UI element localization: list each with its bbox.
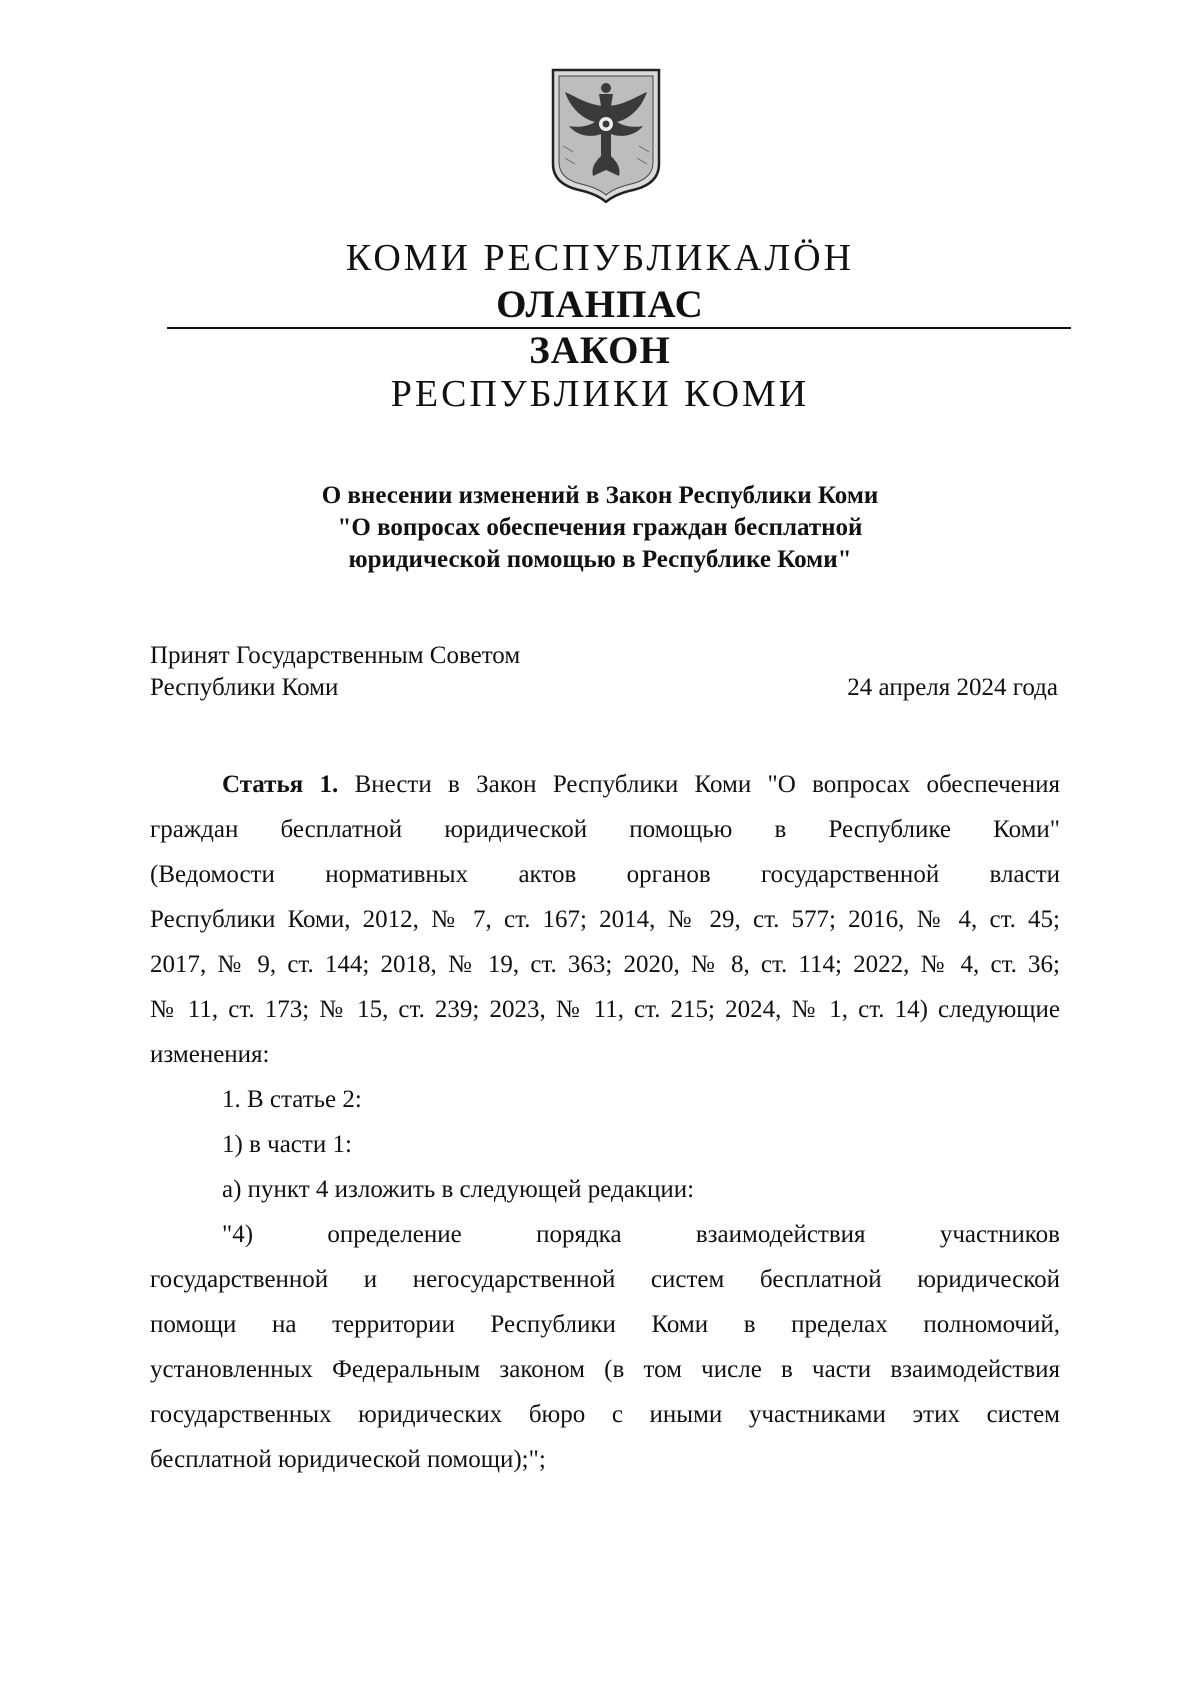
adoption-line: Принят Государственным Советом bbox=[150, 642, 521, 669]
law-heading: ЗАКОН bbox=[529, 329, 671, 372]
adoption-date: 24 апреля 2024 года bbox=[847, 674, 1058, 701]
quote-line: государственных юридических бюро с иными участниками этих систем bbox=[150, 1401, 1060, 1428]
republic-title: РЕСПУБЛИКИ КОМИ bbox=[390, 373, 810, 415]
article-line: (Ведомости нормативных актов органов государственной власти bbox=[150, 861, 1060, 888]
subitem-a: а) пункт 4 изложить в следующей редакции: bbox=[222, 1176, 695, 1203]
subitem-1: 1) в части 1: bbox=[222, 1131, 352, 1158]
subject-line: юридической помощью в Республике Коми" bbox=[348, 546, 852, 573]
adoption-line: Республики Коми bbox=[150, 674, 339, 701]
coat-of-arms-icon bbox=[549, 66, 663, 203]
article-line bbox=[150, 762, 1060, 807]
quote-line: помощи на территории Республики Коми в пределах полномочий, bbox=[150, 1311, 1060, 1338]
law-subject bbox=[0, 480, 1200, 576]
article-line: № 11, ст. 173; № 15, ст. 239; 2023, № 11, ст. 215; 2024, № 1, ст. 14) следующие bbox=[150, 996, 1060, 1023]
quote-line: установленных Федеральным законом (в том числе в части взаимодействия bbox=[150, 1356, 1060, 1383]
quote-line: государственной и негосударственной систем бесплатной юридической bbox=[150, 1266, 1060, 1293]
article-line: 2017, № 9, ст. 144; 2018, № 19, ст. 363; 2020, № 8, ст. 114; 2022, № 4, ст. 36; bbox=[150, 951, 1060, 978]
subject-line: О внесении изменений в Закон Республики Коми bbox=[321, 482, 879, 509]
article-line: изменения: bbox=[150, 1041, 270, 1068]
article-line: граждан бесплатной юридической помощью в Республике Коми" bbox=[150, 816, 1060, 843]
subject-line: "О вопросах обеспечения граждан бесплатной bbox=[337, 514, 863, 541]
item-1: 1. В статье 2: bbox=[222, 1086, 362, 1113]
article-heading: Статья 1. bbox=[222, 771, 339, 798]
adoption-body bbox=[150, 640, 520, 704]
article-line-text: Внести в Закон Республики Коми "О вопросах обеспечения bbox=[354, 771, 1060, 798]
quote-line: бесплатной юридической помощи);"; bbox=[150, 1446, 546, 1473]
article-1 bbox=[150, 762, 1060, 1482]
komi-title: КОМИ РЕСПУБЛИКАЛӦН bbox=[345, 237, 855, 279]
article-line: Республики Коми, 2012, № 7, ст. 167; 2014, № 29, ст. 577; 2016, № 4, ст. 45; bbox=[150, 906, 1060, 933]
quote-line: "4) определение порядка взаимодействия участников bbox=[222, 1221, 1060, 1248]
komi-law-heading: ОЛАНПАС bbox=[496, 283, 704, 326]
